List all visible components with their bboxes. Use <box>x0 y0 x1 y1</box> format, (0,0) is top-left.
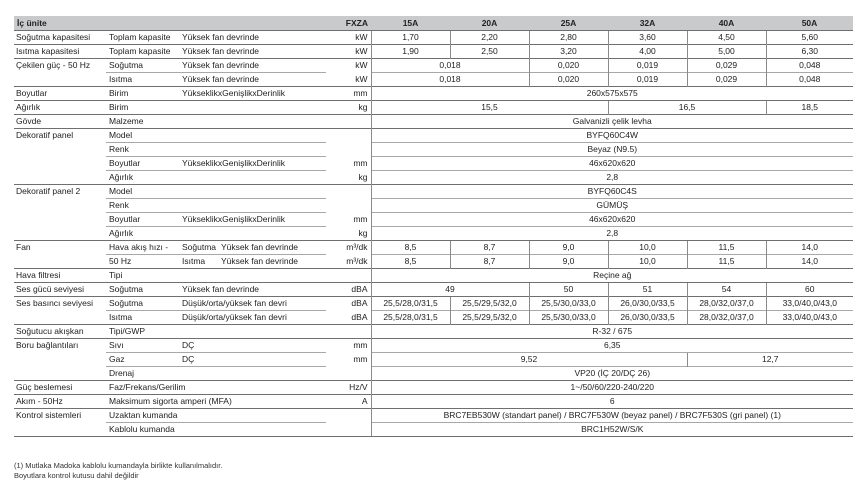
value-cell: 0,029 <box>687 59 766 73</box>
spec-row <box>14 115 853 129</box>
row-label <box>14 367 106 381</box>
spec-row <box>14 185 853 199</box>
spec-row <box>14 129 853 143</box>
model-header: 15A <box>371 16 450 31</box>
row-unit <box>326 367 371 381</box>
row-condition: YükseklikxGenişlikxDerinlik <box>179 157 326 171</box>
row-sublabel: Ağırlık <box>106 171 179 185</box>
value-cell: 4,50 <box>687 31 766 45</box>
row-label <box>14 423 106 437</box>
row-condition: DÇ <box>179 353 326 367</box>
row-condition: YükseklikxGenişlikxDerinlik <box>179 213 326 227</box>
row-sublabel-text: Hava akış hızı - <box>109 242 169 252</box>
value-cell: 10,0 <box>608 255 687 269</box>
row-condition-text: Yüksek fan devrinde <box>221 242 299 252</box>
row-label <box>14 199 106 213</box>
footnotes <box>14 461 222 481</box>
value-cell: 10,0 <box>608 241 687 255</box>
value-cell: 26,0/30,0/33,5 <box>608 297 687 311</box>
row-condition <box>179 381 326 395</box>
row-unit: A <box>326 395 371 409</box>
value-cell: 25,5/29,5/32,0 <box>450 297 529 311</box>
row-label: Akım - 50Hz <box>14 395 106 409</box>
row-mode: Soğutma <box>182 242 217 252</box>
row-label: Güç beslemesi <box>14 381 106 395</box>
row-label <box>14 143 106 157</box>
value-cell: 33,0/40,0/43,0 <box>766 311 853 325</box>
row-condition <box>179 367 326 381</box>
spec-row <box>14 283 853 297</box>
row-label: Dekoratif panel <box>14 129 106 143</box>
row-condition: Düşük/orta/yüksek fan devri <box>179 297 326 311</box>
spec-row <box>14 423 853 437</box>
value-cell: 25,5/30,0/33,0 <box>529 311 608 325</box>
value-cell: 12,7 <box>687 353 853 367</box>
spec-table-body <box>14 31 853 437</box>
row-unit: mm <box>353 214 368 224</box>
row-sublabel <box>106 241 179 255</box>
value-cell: 11,5 <box>687 255 766 269</box>
row-unit: kW <box>326 45 371 59</box>
value-cell: 6,30 <box>766 45 853 59</box>
row-condition <box>179 269 326 283</box>
value-cell: 51 <box>608 283 687 297</box>
row-unit: dBA <box>326 297 371 311</box>
spec-row <box>14 171 853 185</box>
row-label <box>14 227 106 241</box>
value-cell: 0,018 <box>371 73 529 87</box>
row-unit <box>326 423 371 437</box>
value-cell: 50 <box>529 283 608 297</box>
row-label: Kontrol sistemleri <box>14 409 106 423</box>
value-cell: 33,0/40,0/43,0 <box>766 297 853 311</box>
row-condition: Yüksek fan devrinde <box>179 59 326 73</box>
spec-row <box>14 255 853 269</box>
value-cell: 14,0 <box>766 241 853 255</box>
value-cell: 6 <box>371 395 853 409</box>
value-cell: 0,019 <box>608 73 687 87</box>
row-condition: DÇ <box>179 339 326 353</box>
row-condition <box>179 227 326 241</box>
value-cell: 0,029 <box>687 73 766 87</box>
spec-row <box>14 45 853 59</box>
value-cell: 4,00 <box>608 45 687 59</box>
value-cell: Beyaz (N9.5) <box>371 143 853 157</box>
row-sublabel: Ağırlık <box>106 227 179 241</box>
row-sublabel: Birim <box>106 101 179 115</box>
row-sublabel: Drenaj <box>106 367 179 381</box>
row-sublabel: Boyutlar <box>106 213 179 227</box>
spec-row <box>14 409 853 423</box>
value-cell: 9,0 <box>529 241 608 255</box>
value-cell: 46x620x620 <box>371 157 853 171</box>
value-cell: 9,52 <box>371 353 687 367</box>
spec-row <box>14 367 853 381</box>
row-unit <box>326 143 371 157</box>
value-cell: 8,7 <box>450 241 529 255</box>
row-condition-text: Yüksek fan devrinde <box>221 256 299 266</box>
row-sublabel: Toplam kapasite <box>106 45 179 59</box>
value-cell: 0,048 <box>766 59 853 73</box>
spec-table <box>14 16 853 437</box>
value-cell: 18,5 <box>766 101 853 115</box>
row-condition <box>179 171 326 185</box>
row-sublabel: Soğutma <box>106 297 179 311</box>
row-condition <box>179 143 326 157</box>
row-unit <box>326 269 371 283</box>
row-unit: kg <box>326 101 371 115</box>
value-cell: 0,018 <box>371 59 529 73</box>
row-unit <box>326 129 371 143</box>
value-cell: 25,5/29,5/32,0 <box>450 311 529 325</box>
value-cell: 8,7 <box>450 255 529 269</box>
value-cell: 0,020 <box>529 59 608 73</box>
row-condition <box>179 423 326 437</box>
value-cell: BRC7EB530W (standart panel) / BRC7F530W (beyaz panel) / BRC7F530S (gri panel) (1) <box>371 409 853 423</box>
spec-row <box>14 143 853 157</box>
spec-row <box>14 297 853 311</box>
row-condition: Yüksek fan devrinde <box>179 73 326 87</box>
row-unit: mm <box>326 339 371 353</box>
value-cell: 6,35 <box>371 339 853 353</box>
row-unit: mm <box>353 158 368 168</box>
value-cell: 60 <box>766 283 853 297</box>
value-cell: VP20 (İÇ 20/DÇ 26) <box>371 367 853 381</box>
row-condition <box>179 255 326 269</box>
row-sublabel: Toplam kapasite <box>106 31 179 45</box>
footnote: Boyutlara kontrol kutusu dahil değildir <box>14 471 139 480</box>
spec-row <box>14 31 853 45</box>
row-sublabel: Boyutlar <box>106 157 179 171</box>
spec-row <box>14 101 853 115</box>
row-sublabel: Model <box>106 129 179 143</box>
header-row <box>14 16 853 31</box>
row-sublabel: Tipi/GWP <box>106 325 179 339</box>
value-cell: 28,0/32,0/37,0 <box>687 297 766 311</box>
row-unit <box>326 325 371 339</box>
row-unit: mm <box>326 87 371 101</box>
value-cell: 15,5 <box>371 101 608 115</box>
model-header: 40A <box>687 16 766 31</box>
spec-row <box>14 395 853 409</box>
model-header: 32A <box>608 16 687 31</box>
row-label: Dekoratif panel 2 <box>14 185 106 199</box>
value-cell: 1,90 <box>371 45 450 59</box>
value-cell: 1,70 <box>371 31 450 45</box>
value-cell: 26,0/30,0/33,5 <box>608 311 687 325</box>
row-sublabel: Isıtma <box>106 311 179 325</box>
value-cell: 14,0 <box>766 255 853 269</box>
spec-row <box>14 227 853 241</box>
row-unit <box>326 409 371 423</box>
row-label <box>14 353 106 367</box>
value-cell: 2,8 <box>371 227 853 241</box>
row-unit: Hz/V <box>326 381 371 395</box>
spec-row <box>14 87 853 101</box>
row-condition: Yüksek fan devrinde <box>179 31 326 45</box>
value-cell: 8,5 <box>371 241 450 255</box>
row-condition <box>179 199 326 213</box>
value-cell: 2,8 <box>371 171 853 185</box>
value-cell: 8,5 <box>371 255 450 269</box>
model-header: 20A <box>450 16 529 31</box>
row-unit: kg <box>358 227 368 238</box>
row-label: Fan <box>14 241 106 255</box>
spec-row <box>14 199 853 213</box>
value-cell: 0,020 <box>529 73 608 87</box>
row-condition: Düşük/orta/yüksek fan devri <box>179 311 326 325</box>
value-cell: 0,019 <box>608 59 687 73</box>
row-unit: mm <box>353 354 368 364</box>
row-label <box>14 213 106 227</box>
row-condition: Yüksek fan devrinde <box>179 45 326 59</box>
value-cell: BRC1H52W/S/K <box>371 423 853 437</box>
value-cell: 5,00 <box>687 45 766 59</box>
spec-row <box>14 381 853 395</box>
row-sublabel <box>106 255 179 269</box>
row-condition <box>179 241 326 255</box>
row-sublabel: Uzaktan kumanda <box>106 409 179 423</box>
value-cell: 25,5/30,0/33,0 <box>529 297 608 311</box>
header-title: İç ünite <box>14 16 106 31</box>
row-label <box>14 255 106 269</box>
model-header: 50A <box>766 16 853 31</box>
row-condition <box>179 115 326 129</box>
row-label: Gövde <box>14 115 106 129</box>
row-unit <box>326 199 371 213</box>
spec-row <box>14 325 853 339</box>
value-cell: 5,60 <box>766 31 853 45</box>
row-label: Ses basıncı seviyesi <box>14 297 106 311</box>
row-sublabel: Renk <box>106 199 179 213</box>
value-cell: 28,0/32,0/37,0 <box>687 311 766 325</box>
row-label: Boru bağlantıları <box>14 339 106 353</box>
row-sublabel: Model <box>106 185 179 199</box>
model-header: 25A <box>529 16 608 31</box>
row-sublabel: Kablolu kumanda <box>106 423 179 437</box>
value-cell: Reçine ağ <box>371 269 853 283</box>
row-sublabel: Faz/Frekans/Gerilim <box>106 381 179 395</box>
value-cell: 25,5/28,0/31,5 <box>371 311 450 325</box>
row-unit <box>326 185 371 199</box>
value-cell: 2,20 <box>450 31 529 45</box>
spec-row <box>14 339 853 353</box>
value-cell: 11,5 <box>687 241 766 255</box>
row-condition: Yüksek fan devrinde <box>179 283 326 297</box>
value-cell: 46x620x620 <box>371 213 853 227</box>
row-label: Çekilen güç - 50 Hz <box>14 59 106 73</box>
row-sublabel-text: 50 Hz <box>109 256 132 266</box>
footnote: (1) Mutlaka Madoka kablolu kumandayla birlikte kullanılmalıdır. <box>14 461 223 470</box>
row-sublabel: Malzeme <box>106 115 179 129</box>
value-cell: 25,5/28,0/31,5 <box>371 297 450 311</box>
row-label: Soğutucu akışkan <box>14 325 106 339</box>
row-label <box>14 171 106 185</box>
row-condition <box>179 325 326 339</box>
value-cell: BYFQ60C4W <box>371 129 853 143</box>
row-condition <box>179 185 326 199</box>
value-cell: R-32 / 675 <box>371 325 853 339</box>
row-unit: kW <box>355 73 368 84</box>
row-unit: dBA <box>351 311 368 322</box>
row-label: Ağırlık <box>14 101 106 115</box>
row-label: Isıtma kapasitesi <box>14 45 106 59</box>
row-condition: YükseklikxGenişlikxDerinlik <box>179 87 326 101</box>
row-label <box>14 157 106 171</box>
row-sublabel: Renk <box>106 143 179 157</box>
value-cell: BYFQ60C4S <box>371 185 853 199</box>
row-mode: Isıtma <box>182 256 206 266</box>
row-sublabel: Soğutma <box>106 283 179 297</box>
spec-row <box>14 73 853 87</box>
header-unit-label: FXZA <box>326 16 371 31</box>
value-cell: GÜMÜŞ <box>371 199 853 213</box>
spec-row <box>14 157 853 171</box>
row-sublabel: Isıtma <box>106 73 179 87</box>
spec-row <box>14 353 853 367</box>
row-unit: m³/dk <box>346 255 368 266</box>
value-cell: 1~/50/60/220-240/220 <box>371 381 853 395</box>
row-label <box>14 73 106 87</box>
value-cell: 260x575x575 <box>371 87 853 101</box>
row-sublabel: Sıvı <box>106 339 179 353</box>
value-cell: 16,5 <box>608 101 766 115</box>
row-unit: kW <box>326 59 371 73</box>
spec-row <box>14 241 853 255</box>
row-condition <box>179 101 326 115</box>
row-label: Soğutma kapasitesi <box>14 31 106 45</box>
spec-row <box>14 59 853 73</box>
row-unit <box>326 115 371 129</box>
row-sublabel: Maksimum sigorta amperi (MFA) <box>106 395 179 409</box>
value-cell: 0,048 <box>766 73 853 87</box>
row-unit: m³/dk <box>326 241 371 255</box>
row-label: Hava filtresi <box>14 269 106 283</box>
row-sublabel: Tipi <box>106 269 179 283</box>
row-unit: kg <box>358 171 368 182</box>
row-condition <box>179 409 326 423</box>
row-label: Ses gücü seviyesi <box>14 283 106 297</box>
row-label <box>14 311 106 325</box>
row-sublabel: Birim <box>106 87 179 101</box>
row-label: Boyutlar <box>14 87 106 101</box>
value-cell: 3,60 <box>608 31 687 45</box>
row-unit: kW <box>326 31 371 45</box>
row-sublabel: Soğutma <box>106 59 179 73</box>
value-cell: 9,0 <box>529 255 608 269</box>
spec-row <box>14 269 853 283</box>
value-cell: Galvanizli çelik levha <box>371 115 853 129</box>
spec-row <box>14 311 853 325</box>
value-cell: 54 <box>687 283 766 297</box>
value-cell: 49 <box>371 283 529 297</box>
value-cell: 2,50 <box>450 45 529 59</box>
row-sublabel: Gaz <box>106 353 179 367</box>
value-cell: 3,20 <box>529 45 608 59</box>
row-condition <box>179 129 326 143</box>
spec-row <box>14 213 853 227</box>
row-unit: dBA <box>326 283 371 297</box>
value-cell: 2,80 <box>529 31 608 45</box>
